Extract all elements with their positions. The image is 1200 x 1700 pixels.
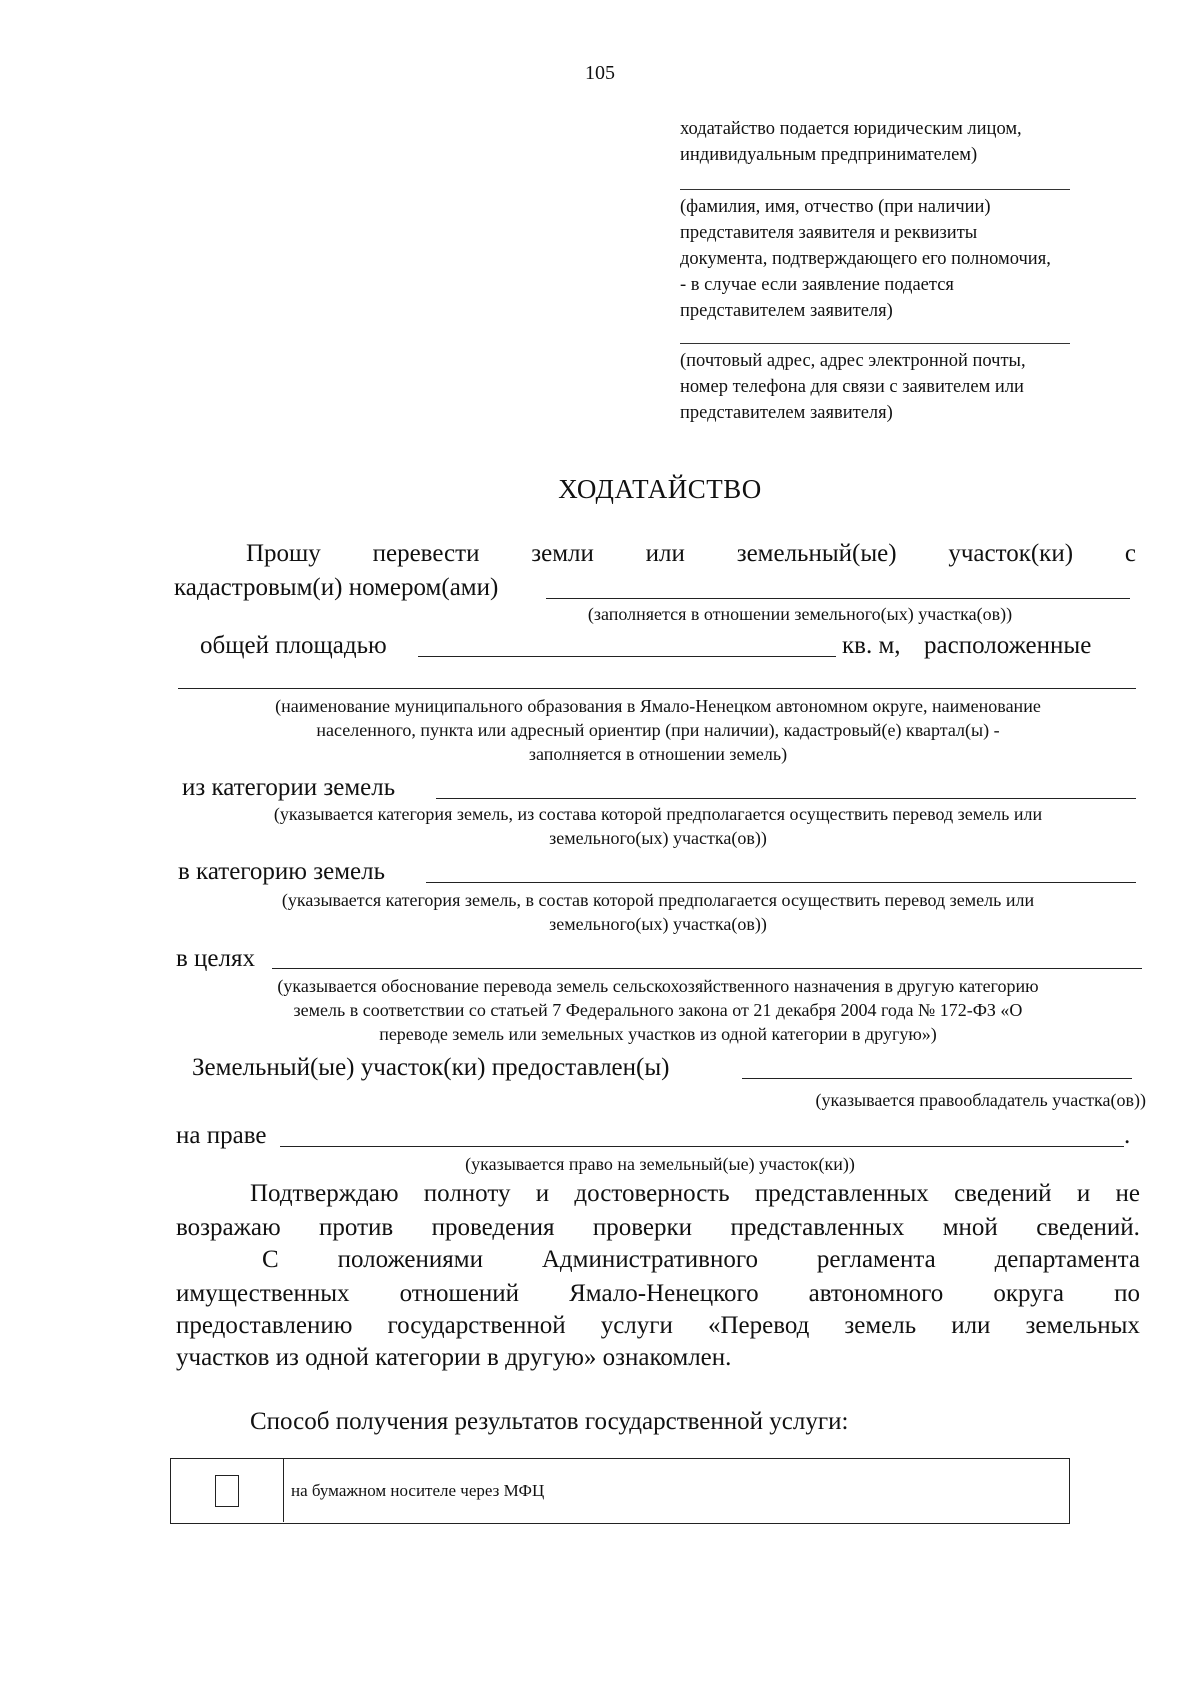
confirmation-line-6: участков из одной категории в другую» ознакомлен. [176,1344,732,1371]
contact-note: (почтовый адрес, адрес электронной почты, номер телефона для связи с заявителем или представителем заявителя) [680,351,1026,423]
applicant-note: ходатайство подается юридическим лицом, индивидуальным предпринимателем) [680,119,1022,165]
to-category-field[interactable] [426,882,1136,883]
area-unit: кв. м, [842,632,901,659]
paper-mfc-checkbox[interactable] [215,1475,239,1507]
granted-label: Земельный(ые) участок(ки) предоставлен(ы) [192,1054,670,1081]
right-end: . [1124,1122,1131,1149]
confirmation-line-2: возражаю против проведения проверки представленных мной сведений. [176,1214,1140,1241]
right-label: на праве [176,1122,267,1149]
result-method-heading: Способ получения результатов государственной услуги: [250,1408,849,1435]
checkbox-cell [171,1459,284,1522]
confirmation-line-4: имущественных отношений Ямало-Ненецкого автономного округа по [176,1280,1140,1307]
confirmation-line-3: С положениями Административного регламента департамента [262,1246,1140,1273]
representative-blank-line [680,189,1070,190]
granted-caption: (указывается правообладатель участка(ов)) [815,1090,1146,1110]
request-line-1: Прошу перевести земли или земельный(ые) участок(ки) с [246,540,1136,567]
purpose-label: в целях [176,945,256,972]
right-field[interactable] [280,1146,1124,1147]
document-title: ХОДАТАЙСТВО [558,474,762,504]
location-field[interactable] [178,688,1136,689]
area-label: общей площадью [200,632,387,659]
area-suffix: расположенные [924,632,1092,659]
right-caption: (указывается право на земельный(ые) участок(ки)) [465,1154,855,1174]
granted-field[interactable] [742,1078,1132,1079]
location-caption: (наименование муниципального образования в Ямало-Ненецком автономном округе, наименование населенного, пункта или адресный ориентир (при наличии), кадастровый(е) квартал(ы) - заполняется в отношении земель) [275,696,1041,764]
confirmation-line-5: предоставлению государственной услуги «Перевод земель или земельных [176,1312,1140,1339]
from-category-caption: (указывается категория земель, из состава которой предполагается осуществить перевод земель или земельного(ых) участка(ов)) [273,804,1043,848]
area-field[interactable] [418,656,836,657]
from-category-field[interactable] [436,798,1136,799]
cadastral-number-label: кадастровым(и) номером(ами) [174,574,499,601]
from-category-label: из категории земель [182,774,396,801]
purpose-caption: (указывается обоснование перевода земель сельскохозяйственного назначения в другую категорию земель в соответствии со статьей 7 Федерального закона от 21 декабря 2004 года № 172-ФЗ «О переводе земель или земельных участков из одной категории в другую») [277,976,1039,1044]
page-number: 105 [585,62,615,84]
cadastral-number-field[interactable] [546,598,1130,599]
to-category-label: в категорию земель [178,858,385,885]
cadastral-caption: (заполняется в отношении земельного(ых) участка(ов)) [587,604,1013,624]
contact-blank-line [680,343,1070,344]
purpose-field[interactable] [272,968,1142,969]
confirmation-line-1: Подтверждаю полноту и достоверность представленных сведений и не [250,1180,1140,1207]
to-category-caption: (указывается категория земель, в состав которой предполагается осуществить перевод земель или земельного(ых) участка(ов)) [281,890,1035,934]
result-method-table [170,1458,1070,1524]
paper-mfc-label: на бумажном носителе через МФЦ [291,1481,545,1500]
representative-note: (фамилия, имя, отчество (при наличии) представителя заявителя и реквизиты документа, подтверждающего его полномочия, - в случае если заявление подается представителем заявителя) [680,197,1051,321]
